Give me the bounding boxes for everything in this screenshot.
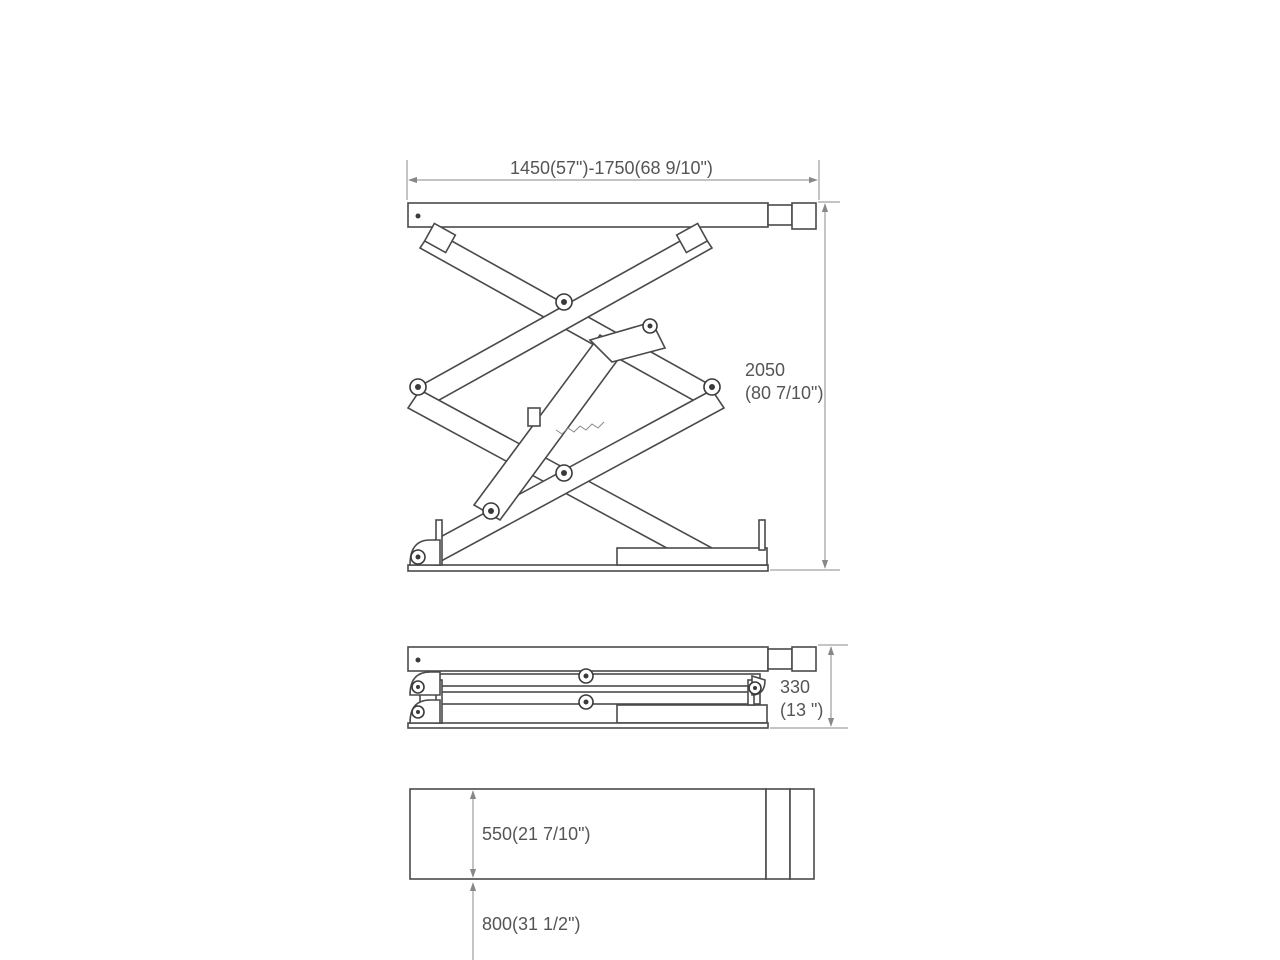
upper-scissor (420, 223, 712, 404)
platform-width-label: 550(21 7/10") (482, 824, 591, 844)
length-label: 1450(57")-1750(68 9/10") (510, 158, 713, 178)
overall-width-label: 800(31 1/2") (482, 914, 581, 934)
top-platform (408, 203, 816, 229)
lowered-side-view (408, 645, 848, 728)
raised-side-view (407, 158, 840, 571)
raised-height-in-label: (80 7/10") (745, 383, 824, 403)
raised-height-mm-label: 2050 (745, 360, 786, 380)
lowered-height-mm-label: 330 (780, 677, 811, 697)
top-view (410, 789, 814, 960)
lowered-height-in-label: (13 ") (780, 700, 824, 720)
